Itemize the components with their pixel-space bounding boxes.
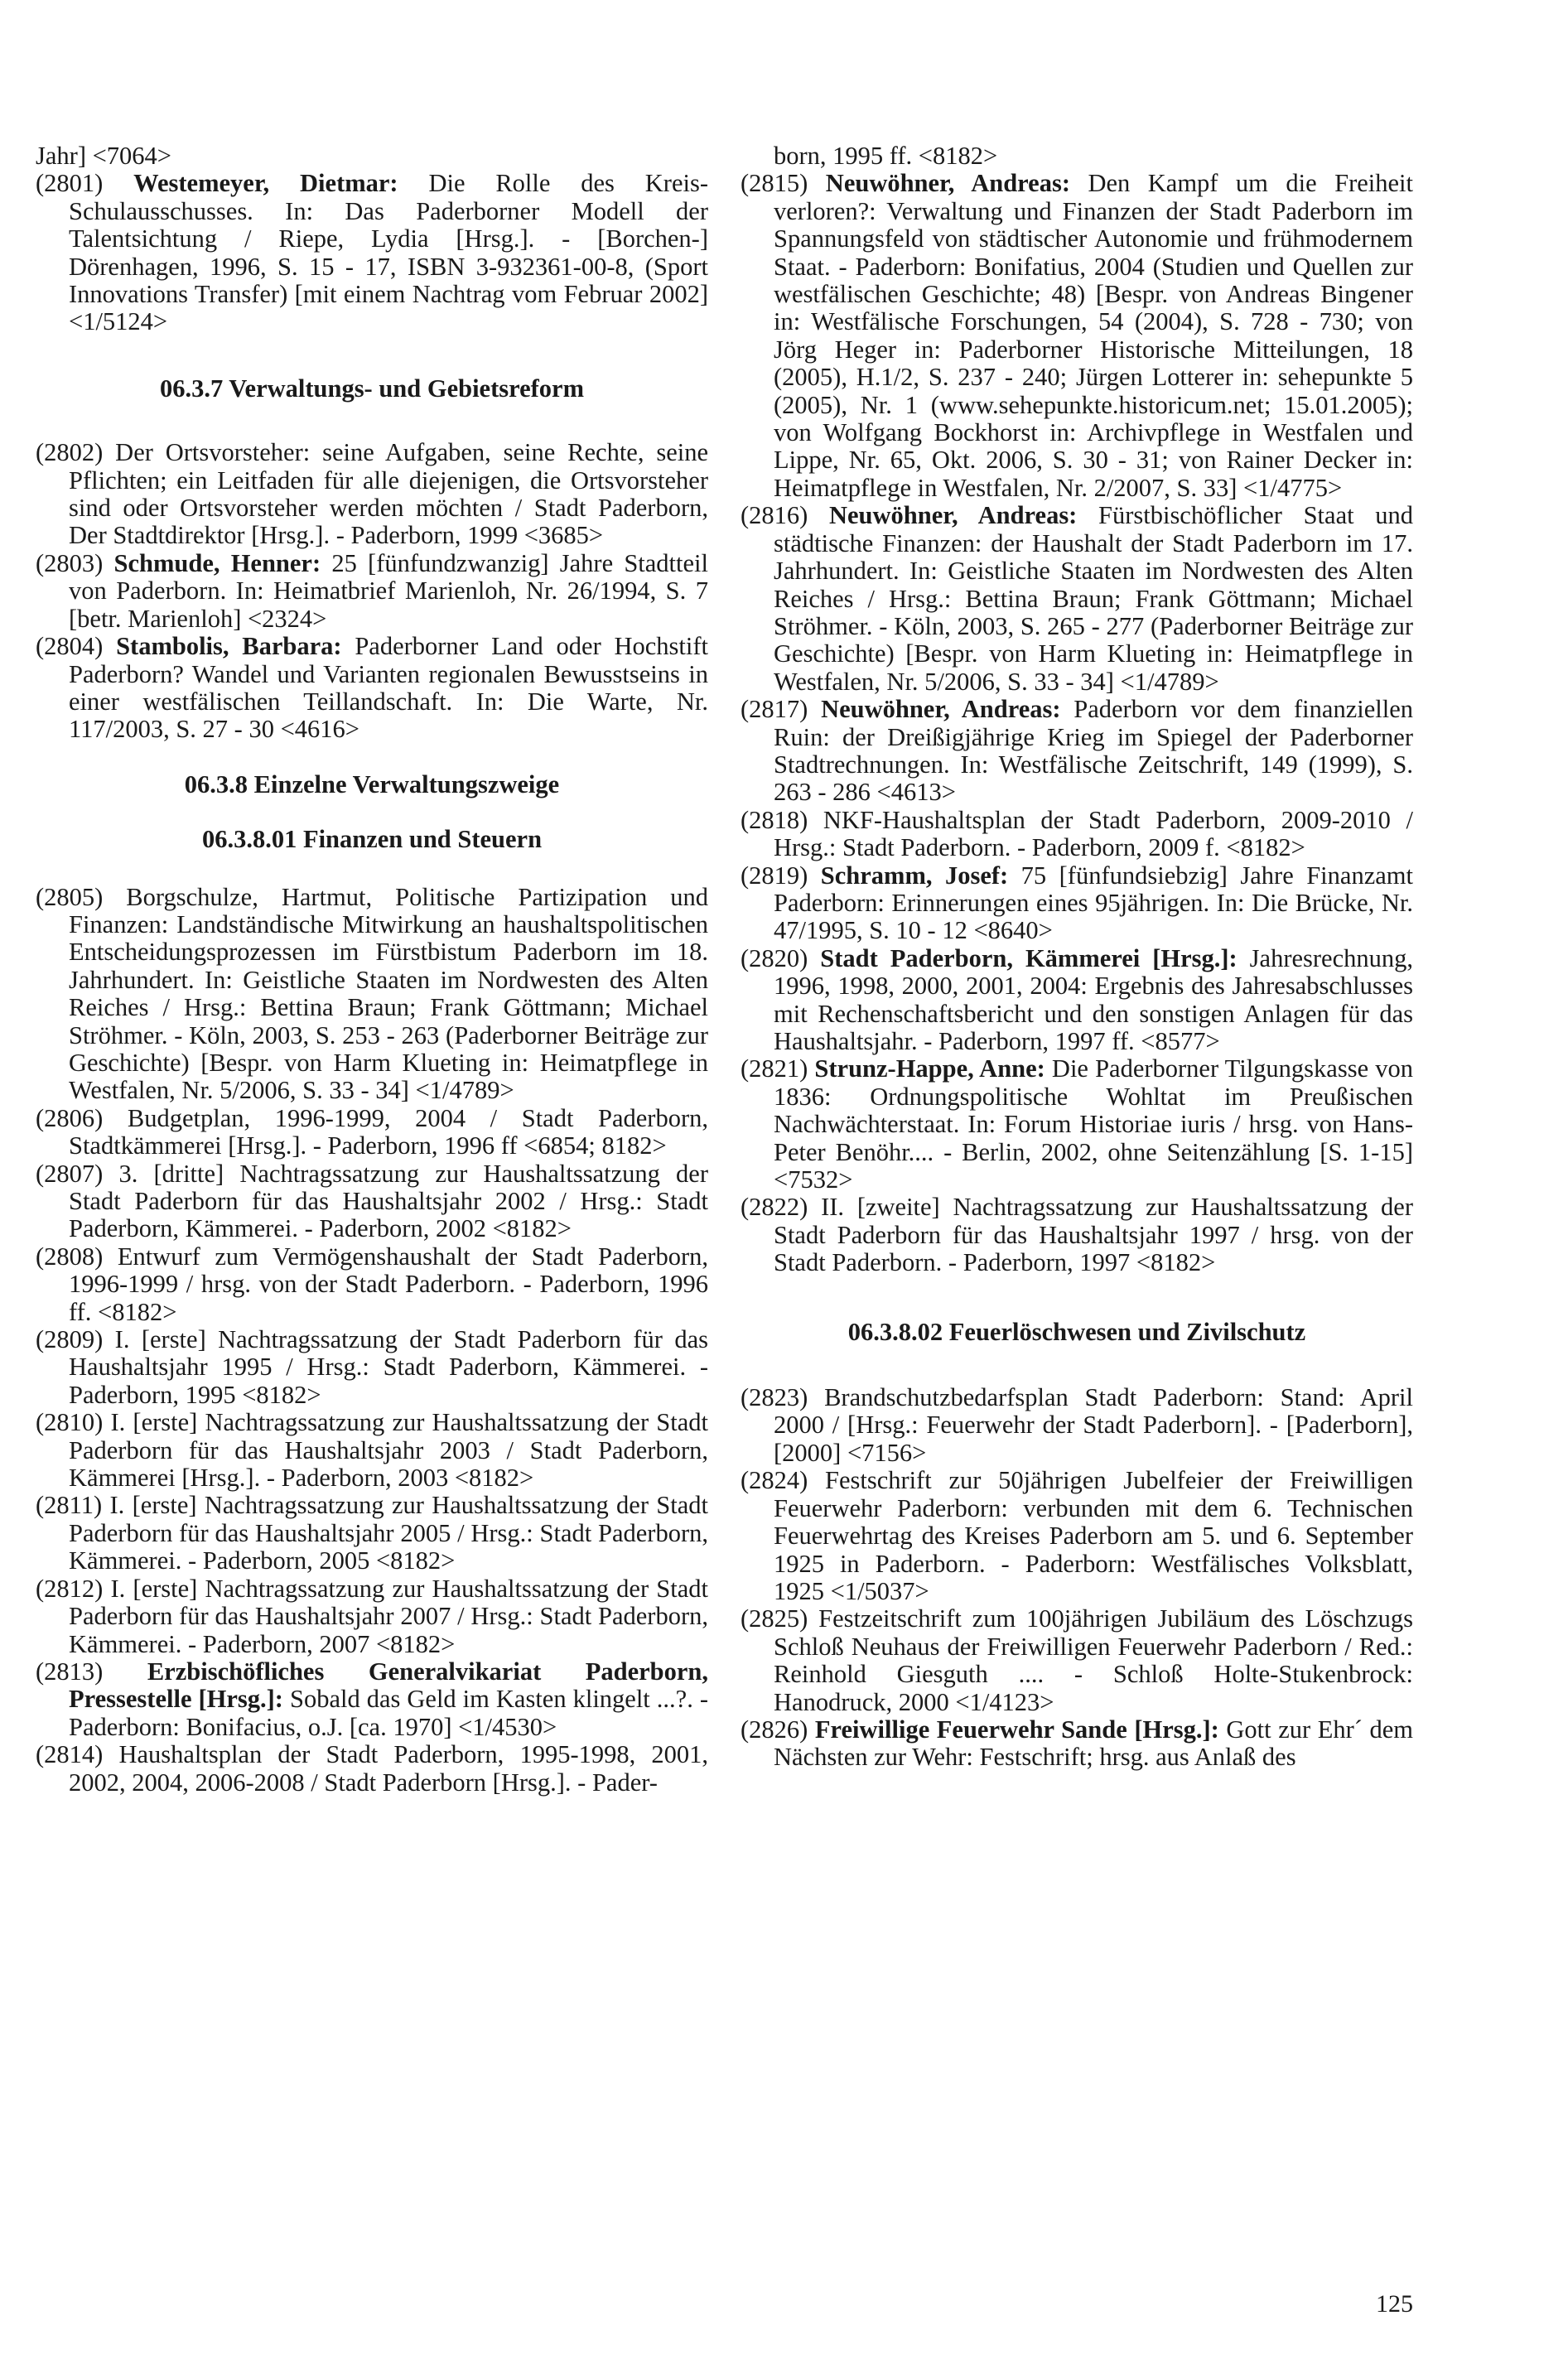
bib-entry-2802: (2802) Der Ortsvorsteher: seine Aufgaben, seine Rechte, seine Pflichten; ein Leitfaden für alle diejenigen, die Ortsvorsteher sind oder Ortsvorsteher werden möchten / Stadt Paderborn, Der Stadtdirektor [Hrsg.]. - Paderborn, 1999 <3685> [36,438,708,550]
entry-text: Die Paderborner Tilgungskasse von 1836: Ordnungspolitische Wohltat im Preußischen Nachwächterstaat. In: Forum Historiae iuris / hrsg. von Hans-Peter Benöhr.... - Berlin, 2002, ohne Seitenzählung [S. 1-15] <7532> [774,1054,1413,1194]
bib-entry-2813 [36,1658,708,1741]
bib-entry-2819 [741,862,1413,945]
entry-text: Jahresrechnung, 1996, 1998, 2000, 2001, 2004: Ergebnis des Jahresabschlusses mit Rechenschaftsbericht und den sonstigen Anlagen für das Haushaltsjahr. - Paderborn, 1997 ff. <8577> [774,943,1413,1055]
entry-author: Neuwöhner, Andreas: [828,501,1078,530]
entry-number: (2804) [36,632,117,661]
entry-number: (2801) [36,169,134,198]
entry-author: Schramm, Josef: [820,861,1009,890]
entry-text: Paderborn vor dem finanziellen Ruin: der Dreißigjährige Krieg im Spiegel der Paderborner Stadtrechnungen. In: Westfälische Zeitschrift, 149 (1999), S. 263 - 286 <4613> [774,695,1413,807]
entry-text: Fürstbischöflicher Staat und städtische Finanzen: der Haushalt der Stadt Paderborn im 17. Jahrhundert. In: Geistliche Staaten im Nordwesten des Alten Reiches / Hrsg.: Bettina Braun; Frank Göttmann; Michael Ströhmer. - Köln, 2003, S. 265 - 277 (Paderborner Beiträge zur Geschichte) [Bespr. von Harm Klueting in: Heimatpflege in Westfalen, Nr. 5/2006, S. 33 - 34] <1/4789> [774,501,1413,696]
entry-author: Stadt Paderborn, Kämmerei [Hrsg.]: [820,943,1238,972]
bib-entry-2811: (2811) I. [erste] Nachtragssatzung zur Haushaltssatzung der Stadt Paderborn für das Haushaltsjahr 2005 / Hrsg.: Stadt Paderborn, Kämmerei. - Paderborn, 2005 <8182> [36,1491,708,1575]
entry-text: Sobald das Geld im Kasten klingelt ...?. - Paderborn: Bonifacius, o.J. [ca. 1970] <1/4530> [69,1685,708,1741]
bib-entry-2820 [741,945,1413,1056]
entry-author: Erzbischöfliches Generalvikariat Paderborn, Pressestelle [Hrsg.]: [69,1657,708,1714]
bib-entry-2804 [36,633,708,744]
continuation-text: Jahr] <7064> [36,142,171,170]
bib-entry-2807: (2807) 3. [dritte] Nachtragssatzung zur Haushaltssatzung der Stadt Paderborn für das Haushaltsjahr 2002 / Hrsg.: Stadt Paderborn, Kämmerei. - Paderborn, 2002 <8182> [36,1159,708,1243]
entry-text: Paderborner Land oder Hochstift Paderborn? Wandel und Varianten regionalen Bewusstseins in einer westfälischen Teillandschaft. In: Die Warte, Nr. 117/2003, S. 27 - 30 <4616> [69,632,709,744]
entry-author: Schmude, Henner: [113,548,321,577]
entry-author: Strunz-Happe, Anne: [814,1054,1045,1083]
section-heading-06-3-8-02: 06.3.8.02 Feuerlöschwesen und Zivilschutz [847,1317,1306,1346]
continuation-text: born, 1995 ff. <8182> [774,142,998,170]
bib-entry-2821 [741,1055,1413,1194]
entry-number: (2816) [741,501,829,530]
bib-entry-2818: (2818) NKF-Haushaltsplan der Stadt Paderborn, 2009-2010 / Hrsg.: Stadt Paderborn. - Paderborn, 2009 f. <8182> [741,805,1413,862]
bib-entry-2809: (2809) I. [erste] Nachtragssatzung der Stadt Paderborn für das Haushaltsjahr 1995 / Hrsg.: Stadt Paderborn, Kämmerei. - Paderborn, 1995 <8182> [36,1325,708,1409]
entry-number: (2815) [741,169,826,198]
bib-entry-2803 [36,550,708,633]
bib-entry-2825: (2825) Festzeitschrift zum 100jährigen Jubiläum des Löschzugs Schloß Neuhaus der Freiwilligen Feuerwehr Paderborn / Red.: Reinhold Giesguth .... - Schloß Holte-Stukenbrock: Hanodruck, 2000 <1/4123> [741,1604,1413,1716]
bib-entry-2801 [36,170,708,335]
page-number: 125 [1376,2290,1413,2318]
section-heading-06-3-8: 06.3.8 Einzelne Verwaltungszweige [184,769,560,798]
entry-number: (2820) [741,943,821,972]
section-heading-06-3-7: 06.3.7 Verwaltungs- und Gebietsreform [159,374,584,403]
entry-number: (2821) [741,1054,815,1083]
entry-number: (2803) [36,548,114,577]
bib-entry-2814: (2814) Haushaltsplan der Stadt Paderborn, 1995-1998, 2001, 2002, 2004, 2006-2008 / Stadt Paderborn [Hrsg.]. - Pader- [36,1740,708,1797]
bib-entry-2815 [741,170,1413,502]
entry-author: Neuwöhner, Andreas: [825,169,1070,198]
entry-text: Den Kampf um die Freiheit verloren?: Verwaltung und Finanzen der Stadt Paderborn im Spannungsfeld von städtischer Autonomie und frühmodernem Staat. - Paderborn: Bonifatius, 2004 (Studien und Quellen zur westfälischen Geschichte; 48) [Bespr. von Andreas Bingener in: Westfälische Forschungen, 54 (2004), S. 728 - 730; von Jörg Heger in: Paderborner Historische Mitteilungen, 18 (2005), H.1/2, S. 237 - 240; Jürgen Lotterer in: sehepunkte 5 (2005), Nr. 1 (www.sehepunkte.historicum.net; 15.01.2005); von Wolfgang Bockhorst in: Archivpflege in Westfalen und Lippe, Nr. 65, Okt. 2006, S. 30 - 31; von Rainer Decker in: Heimatpflege in Westfalen, Nr. 2/2007, S. 33] <1/4775> [774,169,1413,502]
left-column [36,142,708,1797]
bib-entry-2822: (2822) II. [zweite] Nachtragssatzung zur Haushaltssatzung der Stadt Paderborn für das Haushaltsjahr 1997 / hrsg. von der Stadt Paderborn. - Paderborn, 1997 <8182> [741,1193,1413,1277]
right-column [741,142,1413,1772]
bib-entry-2817 [741,696,1413,807]
entry-author: Stambolis, Barbara: [116,632,342,661]
bib-entry-2816 [741,502,1413,696]
section-heading-06-3-8-01: 06.3.8.01 Finanzen und Steuern [201,825,543,854]
bib-entry-2824: (2824) Festschrift zur 50jährigen Jubelfeier der Freiwilligen Feuerwehr Paderborn: verbunden mit dem 6. Technischen Feuerwehrtag des Kreises Paderborn am 5. und 6. September 1925 in Paderborn. - Paderborn: Westfälisches Volksblatt, 1925 <1/5037> [741,1466,1413,1605]
entry-text: 75 [fünfundsiebzig] Jahre Finanzamt Paderborn: Erinnerungen eines 95jährigen. In: Die Brücke, Nr. 47/1995, S. 10 - 12 <8640> [774,861,1413,945]
bib-entry-2812: (2812) I. [erste] Nachtragssatzung zur Haushaltssatzung der Stadt Paderborn für das Haushaltsjahr 2007 / Hrsg.: Stadt Paderborn, Kämmerei. - Paderborn, 2007 <8182> [36,1574,708,1658]
entry-text: Die Rolle des Kreis-Schulausschusses. In: Das Paderborner Modell der Talentsichtung / Riepe, Lydia [Hrsg.]. - [Borchen-] Dörenhagen, 1996, S. 15 - 17, ISBN 3-932361-00-8, (Sport Innovations Transfer) [mit einem Nachtrag vom Februar 2002] <1/5124> [69,169,708,336]
bib-entry-2808: (2808) Entwurf zum Vermögenshaushalt der Stadt Paderborn, 1996-1999 / hrsg. von der Stadt Paderborn. - Paderborn, 1996 ff. <8182> [36,1242,708,1326]
entry-text: 25 [fünfundzwanzig] Jahre Stadtteil von Paderborn. In: Heimatbrief Marienloh, Nr. 26/1994, S. 7 [betr. Marienloh] <2324> [69,548,708,633]
bib-entry-2823: (2823) Brandschutzbedarfsplan Stadt Paderborn: Stand: April 2000 / [Hrsg.: Feuerwehr der Stadt Paderborn]. - [Paderborn], [2000] <7156> [741,1383,1413,1467]
bib-entry-2806: (2806) Budgetplan, 1996-1999, 2004 / Stadt Paderborn, Stadtkämmerei [Hrsg.]. - Paderborn, 1996 ff <6854; 8182> [36,1103,708,1160]
entry-author: Neuwöhner, Andreas: [821,695,1061,724]
entry-number: (2817) [741,695,822,724]
entry-number: (2819) [741,861,821,890]
entry-number: (2826) [741,1715,815,1744]
bib-entry-2805: (2805) Borgschulze, Hartmut, Politische Partizipation und Finanzen: Landständische Mitwirkung an haushaltspolitischen Entscheidungsprozessen im Fürstbistum Paderborn im 18. Jahrhundert. In: Geistliche Staaten im Nordwesten des Alten Reiches / Hrsg.: Bettina Braun; Frank Göttmann; Michael Ströhmer. - Köln, 2003, S. 253 - 263 (Paderborner Beiträge zur Geschichte) [Bespr. von Harm Klueting in: Heimatpflege in Westfalen, Nr. 5/2006, S. 33 - 34] <1/4789> [36,882,708,1105]
entry-text: Gott zur Ehr´ dem Nächsten zur Wehr: Festschrift; hrsg. aus Anlaß des [774,1715,1413,1772]
entry-author: Westemeyer, Dietmar: [133,169,398,198]
bib-entry-2826 [741,1716,1413,1772]
entry-author: Freiwillige Feuerwehr Sande [Hrsg.]: [814,1715,1219,1744]
entry-number: (2813) [36,1657,147,1686]
bib-entry-2810: (2810) I. [erste] Nachtragssatzung zur Haushaltssatzung der Stadt Paderborn für das Haushaltsjahr 2003 / Stadt Paderborn, Kämmerei [Hrsg.]. - Paderborn, 2003 <8182> [36,1408,708,1493]
